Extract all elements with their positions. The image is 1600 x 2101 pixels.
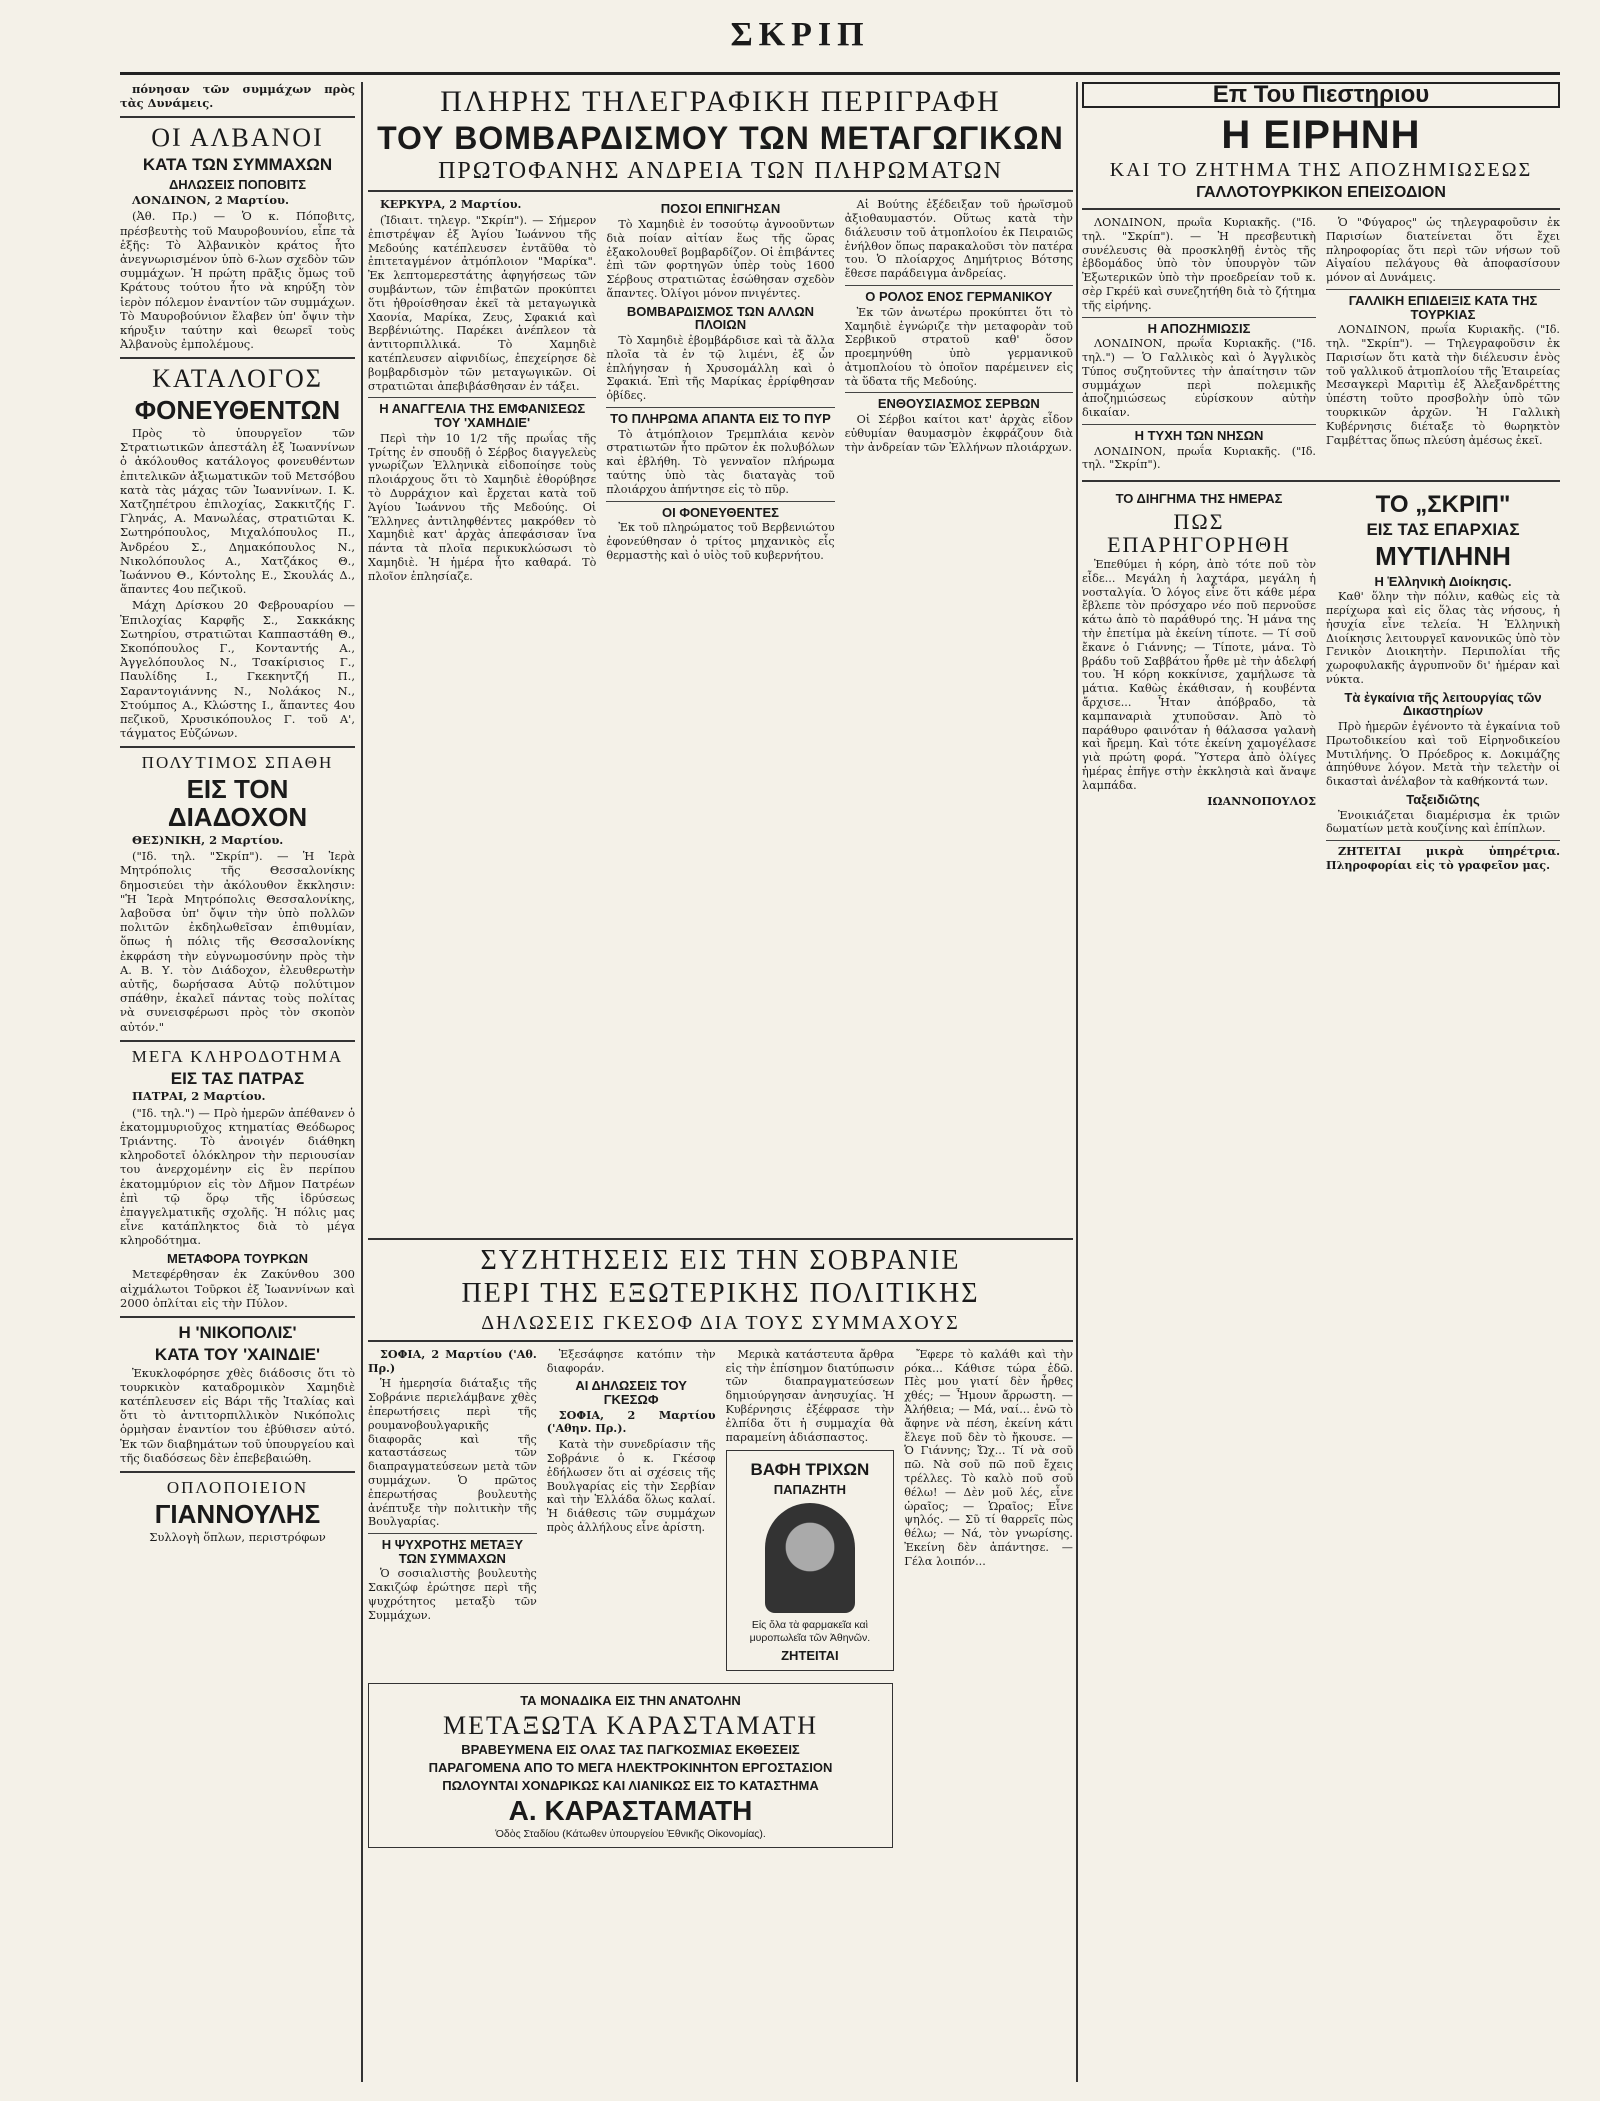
bombardment-headline-2: ΤΟΥ ΒΟΜΒΑΡΔΙΣΜΟΥ ΤΩΝ ΜΕΤΑΓΩΓΙΚΩΝ	[377, 119, 1064, 156]
subcolumn-b	[606, 198, 834, 585]
albanians-title: ΟΙ ΑΛΒΑΝΟΙ	[151, 123, 324, 153]
peace-subheadline: ΚΑΙ ΤΟ ΖΗΤΗΜΑ ΤΗΣ ΑΠΟΖΗΜΙΩΣΕΩΣ	[1109, 159, 1533, 182]
albanians-kicker: ΔΗΛΩΣΕΙΣ ΠΟΠΟΒΙΤΣ	[168, 176, 307, 192]
skrip-provinces-title: ΤΟ „ΣΚΡΙΠ"	[1375, 491, 1511, 519]
bombardment-subcolumns	[368, 198, 1073, 585]
subcolumn-d	[904, 1348, 1073, 1678]
section-heading: Ο ΡΟΛΟΣ ΕΝΟΣ ΓΕΡΜΑΝΙΚΟΥ	[865, 289, 1053, 305]
article-body: Περὶ τὴν 10 1/2 τῆς πρωΐας τῆς Τρίτης ἐν σπουδῇ ὁ Σέρβος διαγγελεὺς γνωρίζων Ἑλληνικὰ εἰδοποίησε τοὺς πλοιάρχους ὅτι τὸ Χαμηδιὲ ἐθορύβησε τὸ Δυρράχιον καὶ ἔρχεται κατὰ τοῦ Ἁγίου Ἰωάννου τῆς Μεδούης. Οἱ Ἕλληνες ἀντιληφθέντες μακρόθεν τὸ Χαμηδιὲ κατ' ἀρχὰς ἀπεφάσισαν ἵνα πάντα τὰ πλοῖα περικυκλώσωσι τὸ Χαμηδιὲ. Ἡ ἡμέρα ἦτο καθαρά. Τὸ πλοῖον ἐπλησίαζε.	[368, 431, 597, 583]
article-body: Ὁ σοσιαλιστὴς βουλευτὴς Σακιζώφ ἐρώτησε περὶ τῆς ψυχρότητος μεταξὺ τῶν Συμμάχων.	[368, 1567, 537, 1622]
section-heading: Η Ἑλληνικὴ Διοίκησις.	[1374, 573, 1512, 589]
article-body: Ἔφερε τὸ καλάθι καὶ τὴν ρόκα... Κάθισε τώρα ἐδῶ. Πὲς μου γιατί δὲν ἦρθες χθές; — Ἦμουν ἄρρωστη. — Ἀλήθεια; — Μά, ναί... ἐνῶ τὸ ἄφηνε νὰ πέση, ἐκείνη κάτι ἔλεγε ποῦ δὲν τὸ ἤκουσε. — Ὁ Γιάννης; Ὤχ... Τί νὰ σοῦ πῶ. Νὰ σοῦ πῶ ποῦ ἔχεις τρέλλες. Τὸ καλὸ ποῦ σοῦ θέλω! — Δὲν μοῦ λές, εἶνε ὡραῖος; — Ὡραῖος; Εἶνε ψηλός. — Σῦ τί θαρρεῖς πὼς θέλω; — Νά, τὸν γνωρίσης. Ἐκείνη δὲν ἀπάντησε. — Γέλα λοιπόν...	[904, 1347, 1073, 1568]
divider	[120, 1040, 355, 1042]
nikopolis-title: Η 'ΝΙΚΟΠΟΛΙΣ'	[178, 1322, 297, 1342]
press-banner: Επ Του Πιεστηριου	[1082, 82, 1560, 108]
subcolumn-a	[368, 1348, 537, 1678]
divider	[1082, 424, 1316, 425]
mytilene-title: ΜΥΤΙΛΗΝΗ	[1375, 541, 1511, 572]
subcolumn-c	[726, 1348, 895, 1678]
subcolumn-b	[1326, 488, 1560, 875]
sobranie-headline-2: ΠΕΡΙ ΤΗΣ ΕΞΩΤΕΡΙΚΗΣ ΠΟΛΙΤΙΚΗΣ	[461, 1278, 980, 1310]
subcolumn-b	[547, 1348, 716, 1678]
hairdye-ad-title: ΒΑΦΗ ΤΡΙΧΩΝ	[750, 1460, 870, 1480]
section-heading: Η ΤΥΧΗ ΤΩΝ ΝΗΣΩΝ	[1134, 428, 1264, 443]
divider	[845, 392, 1073, 393]
sobranie-headline-1: ΣΥΖΗΤΗΣΕΙΣ ΕΙΣ ΤΗΝ ΣΟΒΡΑΝΙΕ	[480, 1245, 961, 1276]
section-heading: Η ΑΠΟΖΗΜΙΩΣΙΣ	[1147, 320, 1251, 336]
nikopolis-subtitle: ΚΑΤΑ ΤΟΥ 'ΧΑΙΝΔΙΕ'	[154, 1344, 321, 1364]
divider	[1082, 317, 1316, 318]
article-body: ΛΟΝΔΙΝΟΝ, πρωΐα Κυριακῆς. ("Ιδ. τηλ. "Σκρίπ"). — Ἡ πρεσβευτικὴ συνέλευσις θὰ προσκληθῇ ἐντὸς τῆς ἑβδομάδος ὑπὸ τὸν ὑπουργὸν τῶν Ἐξωτερικῶν ὑπὸ τὴν προεδρείαν τοῦ κ. σὲρ Γκρέϋ καὶ συνεζητήθη διὰ τὸ ζήτημα τῆς εἰρήνης.	[1082, 216, 1316, 312]
article-body: Οἱ Σέρβοι καίτοι κατ' ἀρχὰς εἶδον εὐθυμίαν θαυμασμὸν ἐκφράζουν διὰ τὴν ἀνδρείαν τῶν Ἑλλήνων πλοιάρχων.	[844, 413, 1073, 454]
sobranie-subcolumns	[368, 1348, 1073, 1678]
divider	[368, 1340, 1073, 1342]
article-body: Ἐκ τοῦ πληρώματος τοῦ Βερβενιώτου ἐφονεύθησαν ὁ τρίτος μηχανικὸς εἷς θερμαστὴς καὶ ὁ υἱὸς τοῦ κυβερνήτου.	[606, 521, 835, 562]
hairdye-ad-name: ΠΑΠΑΖΗΤΗ	[773, 1482, 846, 1498]
article-body: ΛΟΝΔΙΝΟΝ, πρωΐα Κυριακῆς. ("Ιδ. τηλ.") — Ὁ Γαλλικὸς καὶ ὁ Ἀγγλικὸς Τύπος συζητοῦντες τὴν ἀπαίτησιν τῶν συμμάχων περὶ πολεμικῆς ἀποζημιώσεως εὑρίσκουν αὐτὴν δικαίαν.	[1082, 337, 1316, 420]
fiction-tag: ΤΟ ΔΙΗΓΗΜΑ ΤΗΣ ΗΜΕΡΑΣ	[1115, 491, 1283, 507]
section-heading: ΑΙ ΔΗΛΩΣΕΙΣ ΤΟΥ ΓΚΕΣΩΦ	[575, 1378, 687, 1408]
article-body: Κατὰ τὴν συνεδρίασιν τῆς Σοβράνιε ὁ κ. Γκέσοφ ἐδήλωσεν ὅτι αἱ σχέσεις τῆς Βουλγαρίας εἰς τὴν Σερβίαν καὶ τὴν Ἑλλάδα ὅλως καλαί. Ἡ διάθεσις τῶν συμμάχων πρὸς ἀλλήλους εἶνε ἀρίστη.	[546, 1438, 716, 1535]
article-body: Ἡ ἡμερησία διάταξις τῆς Σοβράνιε περιελάμβανε χθὲς ἐπερωτήσεις περὶ τῆς ρουμανοβουλγαρικῆς διαφορᾶς καὶ τῆς καταστάσεως τῶν διαπραγματεύσεων μετὰ τῶν συμμάχων. Ὁ πρῶτος ἐπερωτήσας βουλευτὴς ἀνέπτυξε τὴν πολιτικὴν τῆς Βουλγαρίας.	[368, 1377, 537, 1529]
article-body: Ἐκυκλοφόρησε χθὲς διάδοσις ὅτι τὸ τουρκικὸν καταδρομικὸν Χαμηδιὲ κατέπλευσεν εἰς Βάρι τῆς Ἰταλίας καὶ ὅτι τὸ ἀντιτορπιλλικὸν Νικόπολις ὁρμὴσαν ἐναντίον του ἐβύθισεν αὐτό. Ἐκ τῶν διαβημάτων τοῦ ὑπουργείου καὶ τῆς διαδόσεως δὲν ἐπεβεβαιώθη.	[120, 1365, 355, 1465]
carpets-ad-line: ΒΡΑΒΕΥΜΕΝΑ ΕΙΣ ΟΛΑΣ ΤΑΣ ΠΑΓΚΟΣΜΙΑΣ ΕΚΘΕΣΕΙΣ	[461, 1742, 800, 1758]
subcolumn-a	[368, 198, 596, 585]
dateline: ΛΟΝΔΙΝΟΝ, 2 Μαρτίου.	[132, 193, 289, 208]
divider	[120, 116, 355, 118]
sword-title: ΠΟΛΥΤΙΜΟΣ ΣΠΑΘΗ	[141, 753, 334, 773]
divider	[845, 285, 1073, 286]
divider	[368, 190, 1073, 192]
divider	[368, 1238, 1073, 1240]
article-body: ΛΟΝΔΙΝΟΝ, πρωΐα Κυριακῆς. ("Ιδ. τηλ. "Σκρίπ").	[1082, 444, 1316, 472]
section-heading: ΤΟ ΠΛΗΡΩΜΑ ΑΠΑΝΤΑ ΕΙΣ ΤΟ ΠΥΡ	[610, 410, 831, 426]
carpets-ad-line: ΠΩΛΟΥΝΤΑΙ ΧΟΝΔΡΙΚΩΣ ΚΑΙ ΛΙΑΝΙΚΩΣ ΕΙΣ ΤΟ ΚΑΤΑΣΤΗΜΑ	[442, 1777, 819, 1793]
article-body: Τὸ Χαμηδιὲ ἐβομβάρδισε καὶ τὰ ἄλλα πλοῖα τὰ ἐν τῷ λιμένι, ἐξ ὧν ἐπλήγησαν ἡ Χρυσομάλλη καὶ ὁ Σφακιά. Ἐπὶ τῆς Μαρίκας ἐρρίφθησαν ὀβίδες.	[606, 333, 835, 403]
transport-title: ΜΕΤΑΦΟΡΑ ΤΟΥΡΚΩΝ	[166, 1250, 308, 1266]
dateline: ΣΟΦΙΑ, 2 Μαρτίου ('Αθ. Πρ.)	[368, 1347, 537, 1375]
article-body: Πρὸς τὸ ὑπουργεῖον τῶν Στρατιωτικῶν ἀπεστάλη ἐξ Ἰωαννίνων ὁ ἀκόλουθος κατάλογος φονευθέντων ἐπιτελικῶν ἀξιωματικῶν τοῦ Μετσόβου κατὰ τὰς μάχας τῶν Ἰωαννίνων. Ι. Κ. Χατζηπέτρου ἐπιλοχίας, Σακκιτζής Γ. Γληνάς, Α. Μανωλέας, στρατιῶται Κ. Σωτηρόπουλος, Μιχαλόπουλος Π., Ἀνδρέου Σ., Δημακόπουλος Ν., Νικολόπουλος Α., Χατζάκος Θ., Ἰωάννου Θ., Κόντολης Ε., Σκουλάς Δ., ἅπαντες 4ου πεζικοῦ.	[120, 426, 355, 597]
dateline: ΣΟΦΙΑ, 2 Μαρτίου ('Αθην. Πρ.).	[546, 1407, 716, 1436]
sword-subtitle: ΕΙΣ ΤΟΝ ΔΙΑΔΟΧΟΝ	[167, 774, 308, 832]
section-heading: ΠΟΣΟΙ ΕΠΝΙΓΗΣΑΝ	[660, 201, 781, 217]
subcolumn-a	[1082, 488, 1316, 875]
dateline: ΘΕΣ)ΝΙΚΗ, 2 Μαρτίου.	[132, 832, 284, 847]
intro-text: πόνησαν τῶν συμμάχων πρὸς τὰς Δυνάμεις.	[120, 82, 355, 111]
article-body: Μερικὰ κατάστευτα ἄρθρα εἰς τὴν ἐπίσημον διατύπωσιν τῶν διαπραγματεύσεων δημιούργησαν ἀνησυχίας. Ἡ Κυβέρνησις ἐξέφρασε τὴν ἐλπίδα ὅτι ἡ συμμαχία θὰ παραμείνη ἀδιάσπαστος.	[725, 1347, 895, 1444]
carpets-ad-address: Ὁδὸς Σταδίου (Κάτωθεν ὑπουργείου Ἐθνικῆς Οἰκονομίας).	[495, 1827, 766, 1840]
skrip-provinces-subtitle: ΕΙΣ ΤΑΣ ΕΠΑΡΧΙΑΣ	[1366, 520, 1520, 540]
man-portrait-icon	[765, 1503, 855, 1613]
gunsmith-ad-line: Συλλογὴ ὅπλων, περιστρόφων	[149, 1530, 326, 1545]
fiction-author: ΙΩΑΝΝΟΠΟΥΛΟΣ	[1207, 793, 1316, 808]
article-body: ΛΟΝΔΙΝΟΝ, πρωΐα Κυριακῆς. ("Ιδ. τηλ. "Σκρίπ"). — Τηλεγραφοῦσιν ἐκ Παρισίων ὅτι κατὰ τὴν διέλευσιν ἑνὸς τοῦ γαλλικοῦ ἀτμοπλοίου τῆς Ἑταιρείας Μεσαγκερὶ Μαριτὶμ ἐξ Ἀλεξανδρέττης ὑπέστη τοῦτο προσβολὴν ὑπὸ τῶν τουρκικῶν ἀρχῶν. Ἡ Γαλλικὴ Κυβέρνησις διέταξε τὸ θωρηκτὸν Γαμβέττας ὅπως πλεύση ἀμέσως ἐκεῖ.	[1326, 323, 1560, 447]
section-heading: Η ΨΥΧΡΟΤΗΣ ΜΕΤΑΞΥ ΤΩΝ ΣΥΜΜΑΧΩΝ	[381, 1537, 524, 1566]
article-body: Ἐπεθύμει ἡ κόρη, ἀπὸ τότε ποῦ τὸν εἶδε... Μεγάλη ἡ λαχτάρα, μεγάλη ἡ νοσταλγία. Ὁ λόγος εἶνε ὅτι κάθε μέρα ἔβλεπε τὸν πρόσχαρο νέο ποῦ περνοῦσε κάτω ἀπὸ τὸ παράθυρό της. Ἡ μάνα της τὴν ἐπετίμα μὰ ἐκείνη τίποτε. — Τί σοῦ ἔκανε ὁ Γιάννης; — Τίποτε, μάνα. Τὸ βράδυ τοῦ Σαββάτου ἦρθε μὲ τὴν ἀδελφή του. Ἡ κόρη κοκκίνισε, χαμήλωσε τὰ μάτια. Καθὼς ἐκάθισαν, ἡ κουβέντα ἄρχισε... Ἦταν ἀπόβραδο, τὰ καμπαναριὰ χτυποῦσαν. Ἀπὸ τὸ παράθυρο φαινόταν ἡ θάλασσα γαλανὴ καὶ ἤρεμη. Καὶ τότε ἐκείνη χαμογέλασε γιὰ πρώτη φορά. Ὕστερα ἀπὸ ὀλίγες ἡμέρας ἐπῆγε στὴν ἐκκλησιὰ καὶ ἄναψε λαμπάδα.	[1082, 558, 1316, 792]
section-heading: Ταξειδιῶτης	[1406, 792, 1480, 808]
article-body: Πρὸ ἡμερῶν ἐγένοντο τὰ ἐγκαίνια τοῦ Πρωτοδικείου καὶ τοῦ Εἰρηνοδικείου Μυτιλήνης. Ὁ Πρόεδρος κ. Δοκιμάζης ἀπηύθυνε λόγον. Μετὰ τὴν τελετὴν οἱ δικασταὶ ἀνέλαβον τὰ καθήκοντά των.	[1326, 720, 1560, 789]
carpets-ad-line: ΠΑΡΑΓΟΜΕΝΑ ΑΠΟ ΤΟ ΜΕΓΑ ΗΛΕΚΤΡΟΚΙΝΗΤΟΝ ΕΡΓΟΣΤΑΣΙΟΝ	[428, 1760, 833, 1776]
divider	[606, 407, 834, 408]
article-body: Τὸ Χαμηδιὲ ἐν τοσούτῳ ἀγνοοῦντων διὰ ποίαν αἰτίαν ἕως τῆς ὥρας ἐξακολουθεῖ βομβαρδίζον. Οἱ ἐπιβάντες ἐπὶ τῶν φορτηγῶν ὑπὲρ τοὺς 1600 Σέρβους στρατιῶτας ἐσώθησαν σχεδὸν ἅπαντες. Ὀλίγοι μόνον πνιγέντες.	[606, 217, 835, 300]
article-body: Μετεφέρθησαν ἐκ Ζακύνθου 300 αἰχμάλωτοι Τοῦρκοι ἐξ Ἰωαννίνων καὶ 2000 ὁπλίται εἰς τὴν Πύλον.	[120, 1267, 355, 1310]
catalog-title: ΚΑΤΑΛΟΓΟΣ	[152, 364, 323, 394]
left-column	[120, 82, 355, 2082]
article-body: Ἐξεσάφησε κατόπιν τὴν διαφοράν.	[546, 1347, 716, 1375]
article-body: Αἱ Βούτης ἐξέδειξαν τοῦ ἡρωϊσμοῦ ἀξιοθαυμαστόν. Οὕτως κατὰ τὴν διάλευσιν τοῦ ἀτμοπλοίου ἐκ Πειραιῶς ἐνήλθον ὅπως παρακαλοῦσι τὸν πατέρα του. Ὁ πλοίαρχος Δημήτριος Βότσης ἔθεσε παράδειγμα ἀνδρείας.	[844, 198, 1073, 281]
carpets-ad-top: ΤΑ ΜΟΝΑΔΙΚΑ ΕΙΣ ΤΗΝ ΑΝΑΤΟΛΗΝ	[520, 1693, 741, 1709]
center-column	[368, 82, 1073, 1232]
divider	[120, 1471, 355, 1473]
section-heading: Τὰ ἐγκαίνια τῆς λειτουργίας τῶν Δικαστηρίων	[1344, 689, 1542, 719]
divider	[1326, 289, 1560, 290]
bombardment-headline-1: ΠΛΗΡΗΣ ΤΗΛΕΓΡΑΦΙΚΗ ΠΕΡΙΓΡΑΦΗ	[440, 85, 1001, 118]
article-body: Ἐκ τῶν ἀνωτέρω προκύπτει ὅτι τὸ Χαμηδιὲ ἐγνώριζε τὴν μεταφορὰν τοῦ Σερβικοῦ στρατοῦ καθ' ὅσον προεμηνύθη ὑπὸ γερμανικοῦ ἀτμοπλοίου τὸ ὁποῖον παρέμεινεν εἰς τὰ ὕδατα τῆς Μεδούης.	[844, 305, 1073, 388]
divider	[120, 746, 355, 748]
article-body: Τὸ ἀτμόπλοιον Τρεμπλάια κενὸν στρατιωτῶν ἦτο πρῶτον ἐκ πολυβόλων καὶ ἐβλήθη. Τὸ γενναῖον πλήρωμα ταύτης ὑπὸ τὰς διαταγὰς τοῦ πλοιάρχου ἀπήντησε εἰς τὸ πῦρ.	[606, 427, 835, 496]
divider	[606, 501, 834, 502]
dateline: ΠΑΤΡΑΙ, 2 Μαρτίου.	[132, 1089, 266, 1104]
bequest-title: ΜΕΓΑ ΚΛΗΡΟΔΟΤΗΜΑ	[131, 1046, 344, 1066]
fiction-subcolumns	[1082, 488, 1560, 875]
divider	[1326, 840, 1560, 841]
article-body: (Ἰδιαιτ. τηλεγρ. "Σκρίπ"). — Σήμερον ἐπιστρέψαν ἐξ Ἁγίου Ἰωάννου τῆς Μεδούης κατέπλευσεν ἐντᾶῦθα τὸ ἐπιτεταγμένον ἀτμόπλοιον "Μαρίκα". Ἐκ λεπτομερεστάτης ἀφηγήσεως τῶν συμβάντων, τῶν ἐπιβατῶν προκύπτει ὅτι ἠθροίσθησαν ἐκεῖ τὰ μεταγωγικὰ Χαονία, Μαρίκα, Ζευς, Σφακιά καὶ Βερβένιώτης. Παρέκει ἀνέπλεον τὰ ἀντιτορπιλλικά. Τὸ Χαμηδιὲ κατέπλευσεν αἰφνιδίως, ἐπεχείρησε δὲ βομβαρδισμὸν τῶν μεταγωγικῶν. Οἱ στρατιῶται ἀπεβιβάσθησαν ἐν τάξει.	[368, 214, 597, 393]
carpets-ad	[368, 1683, 893, 1847]
article-body: ("Ιδ. τηλ.") — Πρὸ ἡμερῶν ἀπέθανεν ὁ ἑκατομμυριοῦχος κτηματίας Θεόδωρος Τριάντης. Τὸ ἀνοιγέν διάθηκη κληροδοτεῖ ὁλόκληρον τὴν περιουσίαν του ἀνερχομένην εἰς ἓν περίπου ἑκατομμύριον εἰς τὸν Δῆμον Πατρέων ἐπὶ τῷ ὅρῳ τῆς ἱδρύσεως ἐπαγγελματικῆς σχολῆς. Ἡ πόλις μας εἶνε κατάπληκτος διὰ τὸ μέγα κληροδότημα.	[120, 1105, 355, 1248]
subcolumn-b	[1326, 216, 1560, 474]
divider	[120, 357, 355, 359]
carpets-ad-brand: Α. ΚΑΡΑΣΤΑΜΑΤΗ	[508, 1795, 753, 1827]
divider	[120, 1316, 355, 1318]
peace-subcolumns	[1082, 216, 1560, 474]
article-body: Ἐνοικιάζεται διαμέρισμα ἐκ τριῶν δωματίων μετὰ κουζίνης καὶ ἐπίπλων.	[1326, 808, 1560, 836]
right-column	[1082, 82, 1560, 2082]
catalog-subtitle: ΦΟΝΕΥΘΕΝΤΩΝ	[134, 394, 341, 425]
peace-headline: Η ΕΙΡΗΝΗ	[1221, 113, 1421, 158]
divider	[368, 1533, 537, 1534]
divider	[368, 397, 596, 398]
bequest-subtitle: ΕΙΣ ΤΑΣ ΠΑΤΡΑΣ	[170, 1068, 305, 1088]
divider	[1082, 480, 1560, 482]
section-heading: ΒΟΜΒΑΡΔΙΣΜΟΣ ΤΩΝ ΑΛΛΩΝ ΠΛΟΙΩΝ	[626, 303, 815, 333]
subcolumn-c	[845, 198, 1073, 585]
hairdye-ad-footer: ΖΗΤΕΙΤΑΙ	[781, 1647, 839, 1663]
sobranie-section	[368, 1232, 1073, 2082]
column-rule	[1076, 82, 1078, 2082]
column-rule	[361, 82, 363, 2082]
hairdye-ad	[726, 1450, 895, 1671]
article-body: Μάχη Δρίσκου 20 Φεβρουαρίου — Ἐπιλοχίας Καρφῆς Σ., Σακκάκης Σωτηρίου, στρατιῶται Καππαστάθη Θ., Σκοπόπουλος Γ., Κονταντής Α., Ἀγγελόπουλος Ν., Τσακίρισιος Γ., Παυλίδης Ι., Γκεκηντζή Π., Σαραντογιάννης Ν., Νολάκος Ν., Στούμπος Α., Κλώστης Ι., ἅπαντες 4ου πεζικοῦ, Χρυσικόπουλος Γ. τοῦ Α', τάγματος Εὐζώνων.	[120, 598, 355, 741]
section-heading: ΟΙ ΦΟΝΕΥΘΕΝΤΕΣ	[662, 504, 779, 520]
divider	[1082, 208, 1560, 210]
gunsmith-ad-title: ΟΠΛΟΠΟΙΕΙΟΝ	[166, 1478, 309, 1498]
subcolumn-a	[1082, 216, 1316, 474]
article-body: (Ἀθ. Πρ.) — Ὁ κ. Πόποβιτς, πρέσβευτὴς τοῦ Μαυροβουνίου, εἶπε τὰ ἑξῆς: Τὸ Ἀλβανικὸν κράτος ἦτο ἀνεγνωρισμένον ὑπὸ 6-λων σχεδὸν τῶν συμμάχων. Ἡ πρώτη πρᾶξις ὅμως τοῦ Κράτους τούτου ἦτο νὰ κηρύξη τὸν ἱερὸν πόλεμον ἐναντίον τῶν συμμάχων. Τὸ Μαυροβούνιον ἔλαβεν ὑπ' ὄψιν τὴν κήρυξιν ταύτην καὶ θεωρεῖ τοὺς Ἀλβανοὺς ἐμπολέμους.	[120, 209, 355, 352]
article-body: Ὁ "Φύγαρος" ὡς τηλεγραφοῦσιν ἐκ Παρισίων διατείνεται ὅτι ἔχει πληροφορίας ὅτι περὶ τῶν νήσων τοῦ Αἰγαίου πελάγους θὰ ἀποφασίσουν μόνον αἱ Δυνάμεις.	[1326, 216, 1560, 285]
sobranie-headline-3: ΔΗΛΩΣΕΙΣ ΓΚΕΣΟΦ ΔΙΑ ΤΟΥΣ ΣΥΜΜΑΧΟΥΣ	[481, 1311, 960, 1334]
article-body: ("Ιδ. τηλ. "Σκρίπ"). — Ἡ Ἱερὰ Μητρόπολις τῆς Θεσσαλονίκης δημοσιεύει τὴν ἀκόλουθον ἔκκλησιν: "Ἡ Ἱερὰ Μητρόπολις Θεσσαλονίκης, λαβοῦσα ὑπ' ὄψιν τὴν ὑπὸ πολλῶν πολιτῶν ἐκδηλωθεῖσαν ἐπιθυμίαν, ὅπως ἡ πόλις τῆς Θεσσαλονίκης ἐκφράση τὴν εὐγνωμοσύνην πρὸς τὴν Α. Β. Υ. τὸν Διάδοχον, ἐλευθερωτὴν αὐτῆς, δωρήσασα Αὐτῷ πολύτιμον σπάθην, ἐκαλεῖ πάντας τοὺς πολίτας νὰ συνεισφέρωσι πρὸς τὸν σκοπὸν αὐτόν."	[120, 849, 355, 1034]
albanians-subtitle: ΚΑΤΑ ΤΩΝ ΣΥΜΜΑΧΩΝ	[142, 154, 333, 174]
dateline: ΚΕΡΚΥΡΑ, 2 Μαρτίου.	[380, 198, 522, 212]
section-heading: ΓΑΛΛΙΚΗ ΕΠΙΔΕΙΞΙΣ ΚΑΤΑ ΤΗΣ ΤΟΥΡΚΙΑΣ	[1348, 292, 1538, 322]
peace-kicker: ΓΑΛΛΟΤΟΥΡΚΙΚΟΝ ΕΠΕΙΣΟΔΙΟΝ	[1196, 184, 1446, 202]
classified-ad: ΖΗΤΕΙΤΑΙ μικρὰ ὑπηρέτρια. Πληροφορίαι εἰς τὸ γραφεῖον μας.	[1326, 844, 1560, 873]
masthead: ΣΚΡΙΠ	[730, 16, 870, 53]
carpets-ad-title: ΜΕΤΑΞΩΤΑ ΚΑΡΑΣΤΑΜΑΤΗ	[442, 1711, 819, 1741]
gunsmith-ad-name: ΓΙΑΝΝΟΥΛΗΣ	[154, 1498, 321, 1529]
hairdye-ad-body: Εἰς ὅλα τὰ φαρμακεῖα καὶ μυροπωλεῖα τῶν Ἀθηνῶν.	[749, 1618, 871, 1644]
fiction-title: ΠΩΣ ΕΠΑΡΗΓΟΡΗΘΗ	[1107, 508, 1291, 557]
section-heading: ΕΝΘΟΥΣΙΑΣΜΟΣ ΣΕΡΒΩΝ	[877, 396, 1040, 412]
top-rule	[120, 72, 1560, 75]
section-heading: Η ΑΝΑΓΓΕΛΙΑ ΤΗΣ ΕΜΦΑΝΙΣΕΩΣ ΤΟΥ 'ΧΑΜΗΔΙΕ'	[379, 401, 586, 431]
bombardment-headline-3: ΠΡΩΤΟΦΑΝΗΣ ΑΝΔΡΕΙΑ ΤΩΝ ΠΛΗΡΩΜΑΤΩΝ	[438, 158, 1003, 185]
article-body: Καθ' ὅλην τὴν πόλιν, καθὼς εἰς τὰ περίχωρα καὶ εἰς ὅλας τὰς νήσους, ἡ ἡσυχία εἶνε τελεία. Ἡ Ἑλληνικὴ Διοίκησις λειτουργεῖ κανονικῶς ὑπὸ τὸν Γενικὸν Διοικητὴν. Περιπολίαι τῆς χωροφυλακῆς ἀγρυπνοῦν δι' ἡμέραν καὶ νύκτα.	[1326, 590, 1560, 686]
